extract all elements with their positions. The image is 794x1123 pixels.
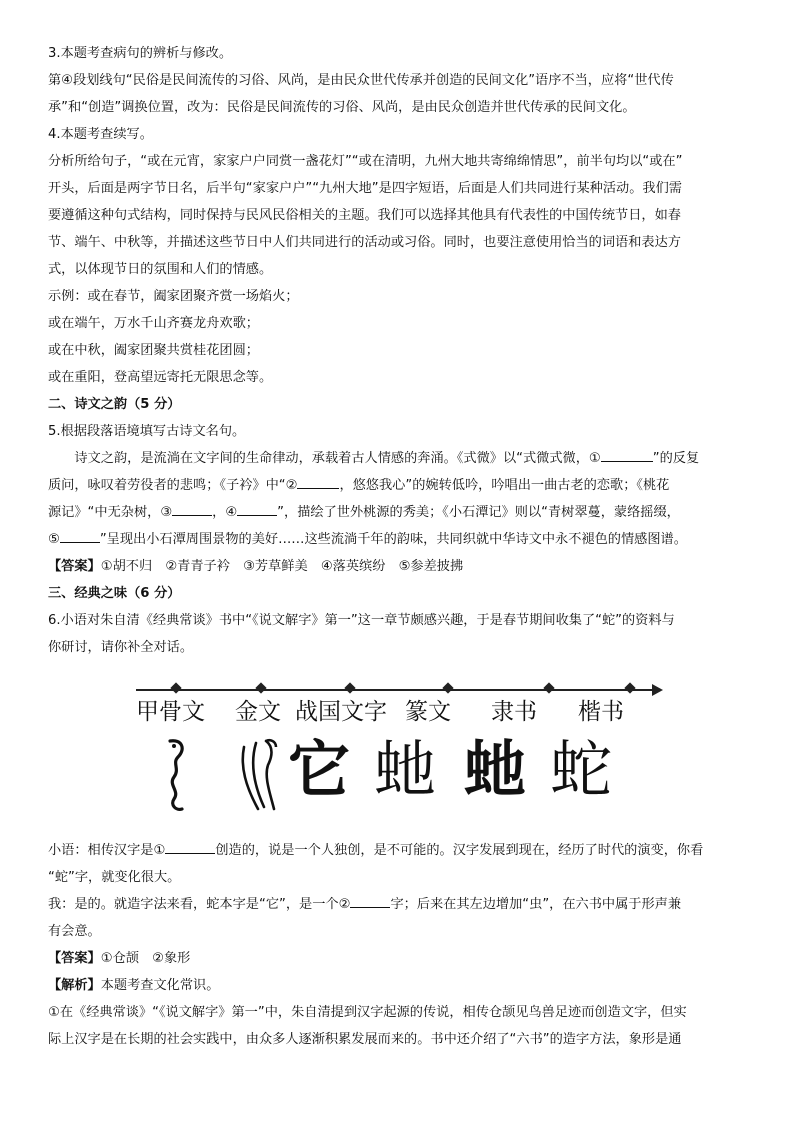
- analysis-line1: ①在《经典常谈》“《说文解字》第一”中，朱自清提到汉字起源的传说，相传仓颉见鸟兽足迹而创造文字，但实: [48, 1005, 687, 1020]
- label-clerical: 隶书: [491, 699, 537, 725]
- dialog-text: 字；后来在其左边增加“虫”，在六书中属于形声兼: [390, 897, 682, 912]
- timeline-marker: [543, 682, 554, 693]
- dialog-line1: [48, 837, 754, 864]
- script-evolution-timeline: [48, 669, 754, 837]
- label-regular: 楷书: [578, 699, 624, 725]
- q6-stem-line1: 6.小语对朱自清《经典常谈》书中“《说文解字》第一”这一章节颇感兴趣，于是春节期间收集了“蛇”的资料与: [48, 613, 675, 628]
- timeline-marker: [255, 682, 266, 693]
- bronze-snake-glyph: [236, 737, 286, 819]
- q5-stem: 5.根据段落语境填写古诗文名句。: [48, 424, 246, 439]
- q5-text: 源记》“中无杂树，③: [48, 505, 173, 520]
- regular-script-glyph: 蛇: [550, 733, 613, 806]
- label-warring-states: 战国文字: [295, 699, 387, 725]
- q4-text-line5: 式，以体现节日的氛围和人们的情感。: [48, 262, 273, 277]
- label-oracle-bone: 甲骨文: [136, 699, 205, 725]
- section-3-title: 三、经典之味（6 分）: [48, 586, 181, 601]
- q5-text: 质问，咏叹着劳役者的悲鸣；《子衿》中“②: [48, 478, 298, 493]
- blank-dialog-2[interactable]: [350, 893, 390, 908]
- q4-text-line2: 开头，后面是两字节日名，后半句“家家户户”“九州大地”是四字短语，后面是人们共同进行某种活动。我们需: [48, 181, 682, 196]
- timeline-marker: [624, 682, 635, 693]
- label-seal: 篆文: [405, 699, 451, 725]
- example-line4: 或在重阳，登高望远寄托无限思念等。: [48, 370, 273, 385]
- q4-heading: 4.本题考查续写。: [48, 127, 153, 142]
- blank-5[interactable]: [60, 528, 100, 543]
- dialog-text: 我：是的。就造字法来看，蛇本字是“它”，是一个②: [48, 897, 351, 912]
- q3-heading: 3.本题考查病句的辨析与修改。: [48, 46, 233, 61]
- timeline-marker: [170, 682, 181, 693]
- q5-text: ⑤: [48, 532, 60, 547]
- q5-passage-line4: [48, 526, 754, 553]
- analysis-label: 【解析】: [48, 978, 101, 993]
- q5-text: ，④: [212, 505, 238, 520]
- timeline-arrow-icon: [652, 684, 663, 696]
- q3-text-line2: 承”和“创造”调换位置，改为：民俗是民间流传的习俗、风尚，是由民众创造并世代传承的民间文化。: [48, 100, 636, 115]
- answer-label: 【答案】: [48, 559, 101, 574]
- blank-1[interactable]: [601, 447, 653, 462]
- blank-dialog-1[interactable]: [165, 839, 215, 854]
- timeline-marker: [344, 682, 355, 693]
- dialog-line4: 有会意。: [48, 924, 101, 939]
- blank-2[interactable]: [297, 474, 339, 489]
- q5-text: ”，描绘了世外桃源的秀美；《小石潭记》则以“青树翠蔓，蒙络摇缀，: [277, 505, 680, 520]
- oracle-bone-snake-glyph: [156, 737, 196, 817]
- q5-answer: [48, 553, 754, 580]
- answer-label: 【答案】: [48, 951, 101, 966]
- label-bronze: 金文: [235, 699, 281, 725]
- analysis-line2: 际上汉字是在长期的社会实践中，由众多人逐渐积累发展而来的。书中还介绍了“六书”的造字方法，象形是通: [48, 1032, 682, 1047]
- dialog-text: 小语：相传汉字是①: [48, 843, 166, 858]
- q4-text-line4: 节、端午、中秋等，并描述这些节日中人们共同进行的活动或习俗。同时，也要注意使用恰当的词语和表达方: [48, 235, 681, 250]
- clerical-script-glyph: 虵: [464, 733, 527, 806]
- q4-text-line1: 分析所给句子，“或在元宵，家家户户同赏一盏花灯”“或在清明，九州大地共寄绵绵情思”，前半句均以“或在”: [48, 154, 683, 169]
- q6-stem-line2: 你研讨，请你补全对话。: [48, 640, 194, 655]
- dialog-text: 创造的，说是一个人独创，是不可能的。汉字发展到现在，经历了时代的演变，你看: [215, 843, 704, 858]
- example-line1: 示例：或在春节，阖家团聚齐赏一场焰火；: [48, 289, 299, 304]
- answer-text: ①胡不归 ②青青子衿 ③芳草鲜美 ④落英缤纷 ⑤参差披拂: [100, 559, 464, 574]
- example-line3: 或在中秋，阖家团聚共赏桂花团圆；: [48, 343, 259, 358]
- q5-passage-line3: [48, 499, 754, 526]
- warring-states-glyph: 它: [288, 733, 351, 806]
- document-page: [48, 40, 754, 1053]
- example-line2: 或在端午，万水千山齐赛龙舟欢歌；: [48, 316, 259, 331]
- q6-answer: [48, 945, 754, 972]
- q5-text: 诗文之韵，是流淌在文字间的生命律动，承载着古人情感的奔涌。《式微》以“式微式微，①: [74, 451, 601, 466]
- q4-text-line3: 要遵循这种句式结构，同时保持与民风民俗相关的主题。我们可以选择其他具有代表性的中国传统节日，如春: [48, 208, 681, 223]
- analysis-text: 本题考查文化常识。: [100, 978, 220, 993]
- q5-text: ”的反复: [652, 451, 700, 466]
- blank-3[interactable]: [172, 501, 212, 516]
- seal-script-glyph: 虵: [374, 733, 437, 806]
- q5-passage-line1: [48, 445, 754, 472]
- q3-text-line1: 第④段划线句“民俗是民间流传的习俗、风尚，是由民众世代传承并创造的民间文化”语序不当，应将“世代传: [48, 73, 674, 88]
- q5-text: ，悠悠我心”的婉转低吟，吟唱出一曲古老的恋歌；《桃花: [339, 478, 670, 493]
- section-2-title: 二、诗文之韵（5 分）: [48, 397, 181, 412]
- blank-4[interactable]: [237, 501, 277, 516]
- timeline-axis: [136, 689, 656, 691]
- dialog-line2: “蛇”字，就变化很大。: [48, 870, 181, 885]
- timeline-marker: [442, 682, 453, 693]
- q5-passage-line2: [48, 472, 754, 499]
- q5-text: ”呈现出小石潭周围景物的美好……这些流淌千年的韵味，共同织就中华诗文中永不褪色的情感图谱。: [99, 532, 687, 547]
- answer-text: ①仓颉 ②象形: [100, 951, 191, 966]
- dialog-line3: [48, 891, 754, 918]
- q6-analysis: [48, 972, 754, 999]
